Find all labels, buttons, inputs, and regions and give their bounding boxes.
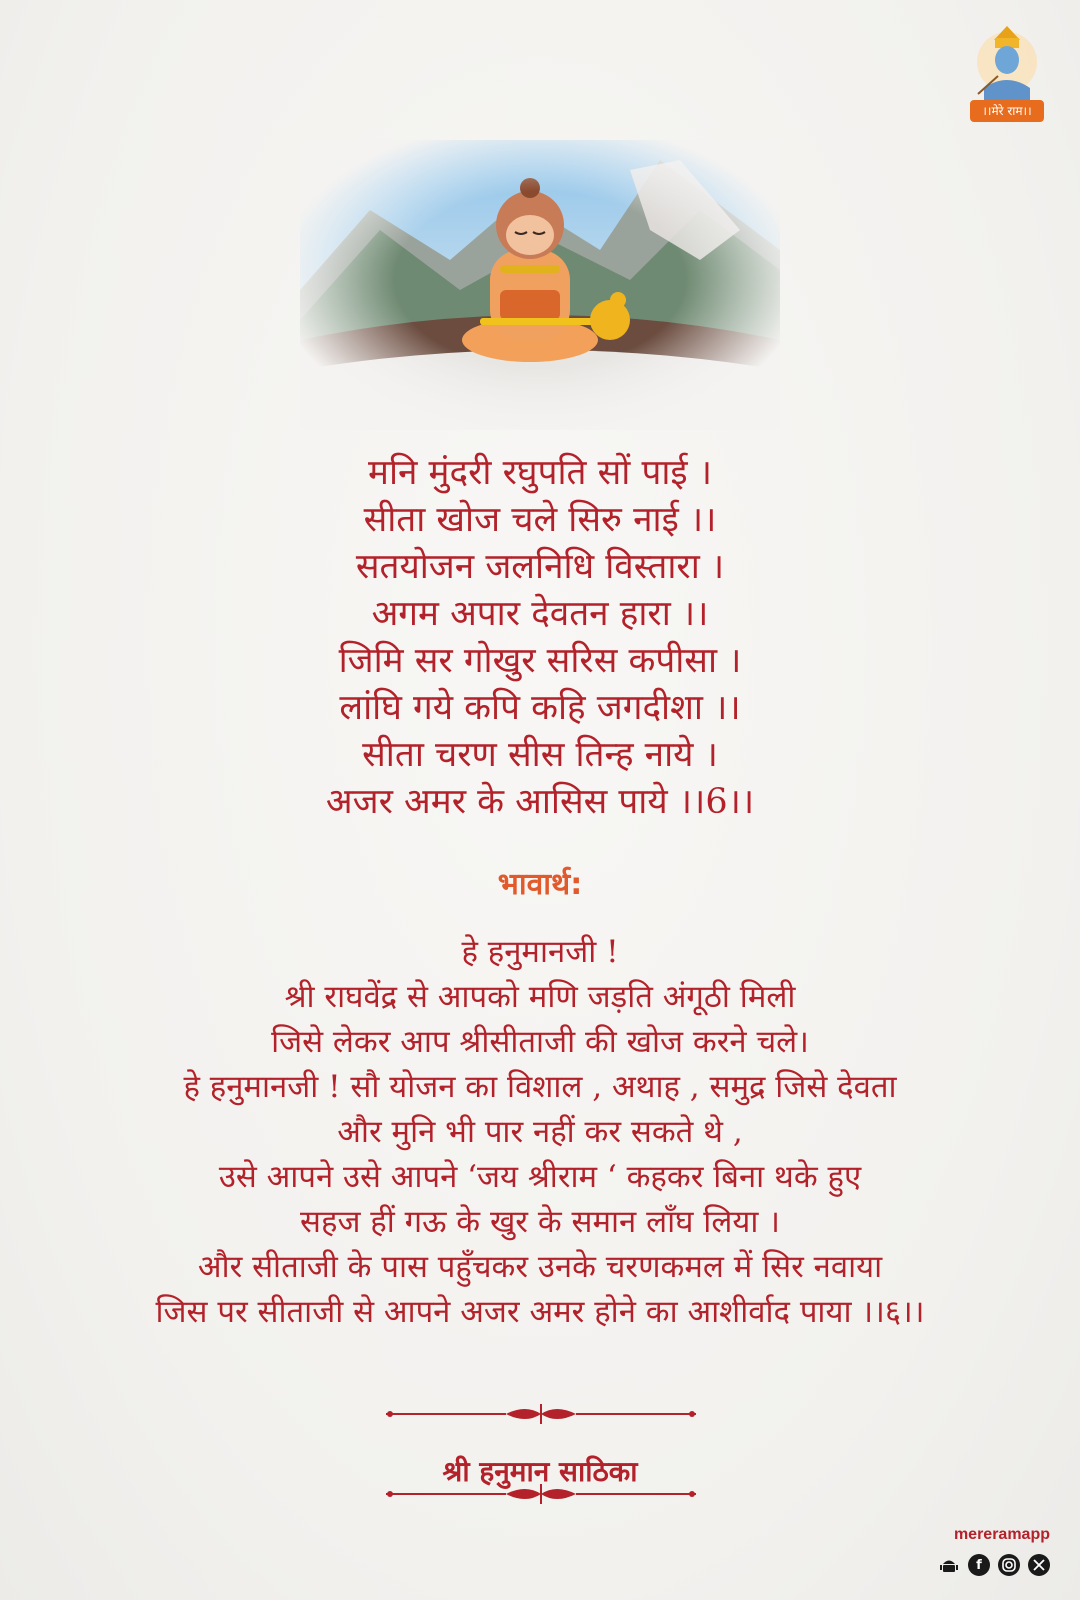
meaning-line: और सीताजी के पास पहुँचकर उनके चरणकमल में सिर नवाया bbox=[197, 1249, 883, 1285]
chaupai-verse bbox=[0, 450, 1080, 826]
verse-line: सीता खोज चले सिरु नाई ।। bbox=[363, 500, 717, 540]
verse-line: लांघि गये कपि कहि जगदीशा ।। bbox=[339, 688, 741, 728]
top-ornament-divider bbox=[386, 1402, 696, 1426]
hanuman-meditation-illustration bbox=[300, 140, 780, 430]
logo-text: ।।मेरे राम।। bbox=[982, 104, 1032, 118]
meaning-line: उसे आपने उसे आपने ‘जय श्रीराम ‘ कहकर बिना थके हुए bbox=[218, 1159, 862, 1195]
verse-line: अगम अपार देवतन हारा ।। bbox=[371, 594, 709, 634]
android-icon[interactable] bbox=[938, 1554, 960, 1576]
verse-line: मनि मुंदरी रघुपति सों पाई । bbox=[368, 453, 712, 493]
meaning-text bbox=[0, 930, 1080, 1335]
instagram-icon[interactable] bbox=[998, 1554, 1020, 1576]
meaning-line: जिसे लेकर आप श्रीसीताजी की खोज करने चले। bbox=[271, 1024, 809, 1060]
meaning-line: श्री राघवेंद्र से आपको मणि जड़ति अंगूठी मिली bbox=[284, 979, 796, 1015]
footer-title: श्री हनुमान साठिका bbox=[442, 1455, 638, 1488]
mere-ram-logo bbox=[964, 22, 1050, 130]
social-icons bbox=[938, 1554, 1050, 1576]
x-icon[interactable] bbox=[1028, 1554, 1050, 1576]
verse-line: अजर अमर के आसिस पाये ।।6।। bbox=[325, 782, 755, 822]
meaning-line: सहज हीं गऊ के खुर के समान लाँघ लिया । bbox=[300, 1204, 780, 1240]
meaning-line: जिस पर सीताजी से आपने अजर अमर होने का आशीर्वाद पाया ।।६।। bbox=[155, 1294, 925, 1330]
brand-handle: mereramapp bbox=[953, 1526, 1050, 1543]
facebook-icon[interactable]: f bbox=[968, 1554, 990, 1576]
meaning-line: हे हनुमानजी ! bbox=[461, 934, 619, 970]
verse-line: सीता चरण सीस तिन्ह नाये । bbox=[362, 735, 718, 775]
meaning-line: और मुनि भी पार नहीं कर सकते थे , bbox=[337, 1114, 743, 1150]
meaning-line: हे हनुमानजी ! सौ योजन का विशाल , अथाह , समुद्र जिसे देवता bbox=[183, 1069, 897, 1105]
meaning-heading: भावार्थ: bbox=[497, 867, 583, 902]
bottom-ornament-divider bbox=[386, 1482, 696, 1506]
verse-line: सतयोजन जलनिधि विस्तारा । bbox=[355, 547, 725, 587]
verse-line: जिमि सर गोखुर सरिस कपीसा । bbox=[338, 641, 742, 681]
